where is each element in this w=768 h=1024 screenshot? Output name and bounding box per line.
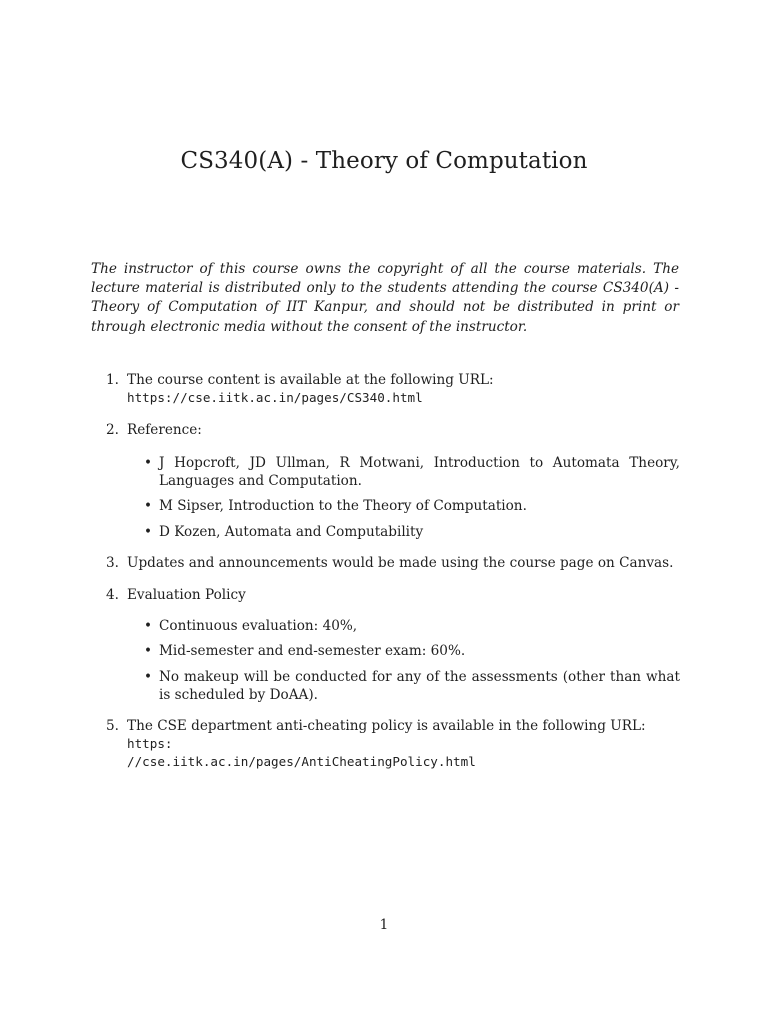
bullet-icon: • — [144, 618, 153, 634]
evaluation-text: Continuous evaluation: 40%, — [159, 618, 358, 634]
policy-url-link-part1[interactable]: https: — [127, 736, 173, 751]
reference-item — [144, 523, 680, 541]
evaluation-item — [144, 668, 680, 704]
bullet-icon: • — [144, 669, 153, 685]
reference-item — [144, 497, 680, 515]
evaluation-item — [144, 617, 680, 635]
list-item-5 — [106, 717, 680, 771]
bullet-icon: • — [144, 524, 153, 540]
item-text: Evaluation Policy — [127, 587, 246, 603]
item-text: The course content is available at the following URL: — [127, 372, 494, 388]
item-text: The CSE department anti-cheating policy is available in the following URL: — [127, 718, 646, 734]
list-item-4 — [106, 586, 680, 604]
list-item-2 — [106, 421, 680, 439]
item-number: 3. — [106, 555, 119, 571]
list-item-1 — [106, 371, 680, 407]
reference-text: M Sipser, Introduction to the Theory of Computation. — [159, 498, 527, 514]
course-url-link[interactable]: https://cse.iitk.ac.in/pages/CS340.html — [127, 390, 423, 405]
reference-text: D Kozen, Automata and Computability — [159, 524, 424, 540]
item-text: Updates and announcements would be made using the course page on Canvas. — [127, 555, 674, 571]
list-item-3 — [106, 554, 680, 572]
item-number: 5. — [106, 718, 119, 734]
evaluation-item — [144, 642, 680, 660]
page-number: 1 — [379, 917, 389, 933]
bullet-icon: • — [144, 498, 153, 514]
reference-text: J Hopcroft, JD Ullman, R Motwani, Introduction to Automata Theory, Languages and Computation. — [159, 455, 680, 489]
evaluation-text: Mid-semester and end-semester exam: 60%. — [159, 643, 466, 659]
policy-url-link-part2[interactable]: //cse.iitk.ac.in/pages/AntiCheatingPolicy.html — [127, 754, 476, 769]
page-title: CS340(A) - Theory of Computation — [180, 148, 588, 174]
item-number: 4. — [106, 587, 119, 603]
bullet-icon: • — [144, 455, 153, 471]
reference-item — [144, 454, 680, 490]
bullet-icon: • — [144, 643, 153, 659]
item-text: Reference: — [127, 422, 202, 438]
copyright-notice: The instructor of this course owns the copyright of all the course materials. The lecture material is distributed only to the students attending the course CS340(A) - Theory of Computation of IIT Kanpur, and should not be distributed in print or through electronic media without the consent of the instructor. — [91, 261, 679, 335]
evaluation-text: No makeup will be conducted for any of the assessments (other than what is scheduled by DoAA). — [159, 669, 680, 703]
item-number: 2. — [106, 422, 119, 438]
item-number: 1. — [106, 372, 119, 388]
